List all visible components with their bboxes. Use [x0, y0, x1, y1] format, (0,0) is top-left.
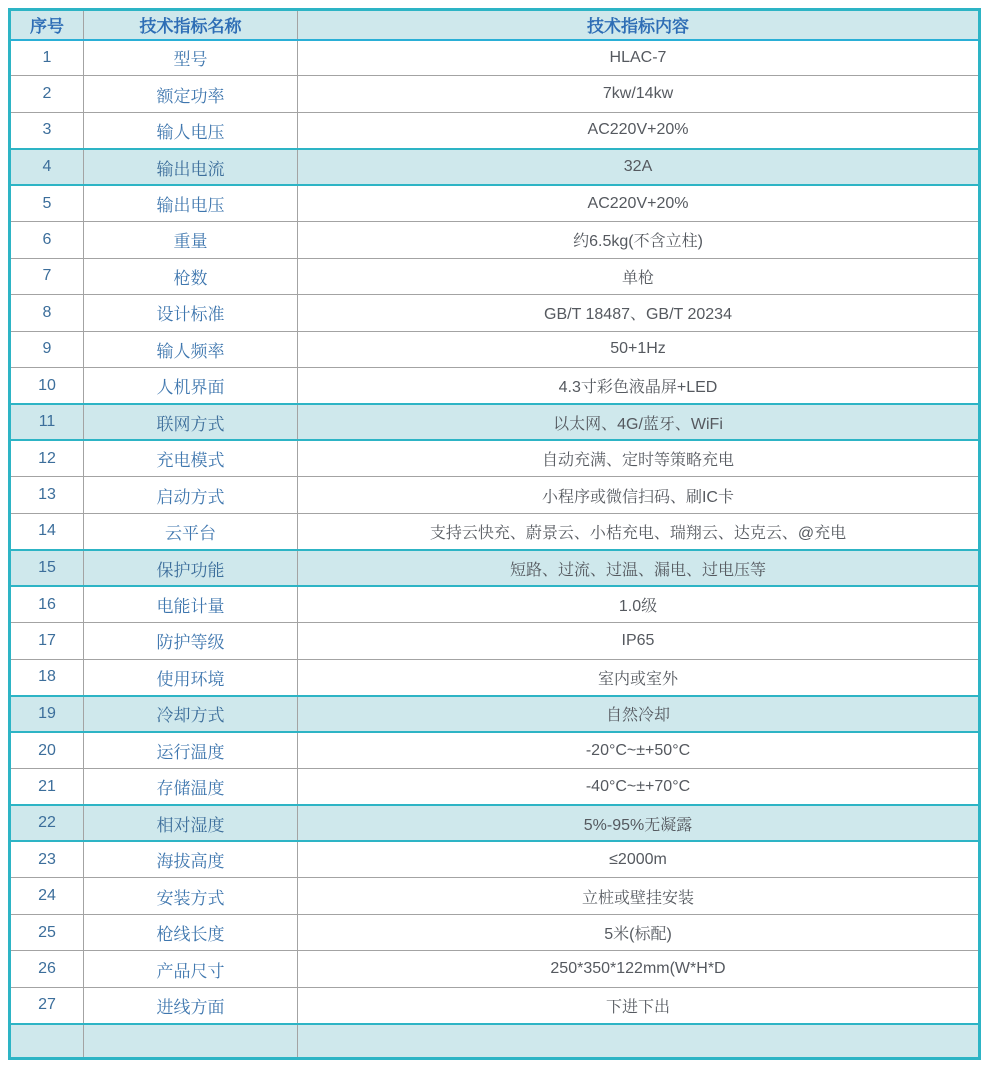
- index-cell: 27: [10, 987, 84, 1023]
- value-cell: HLAC-7: [298, 40, 980, 76]
- header-col-value: 技术指标内容: [298, 10, 980, 40]
- index-cell: 22: [10, 805, 84, 841]
- index-cell: 8: [10, 295, 84, 331]
- index-cell: 25: [10, 914, 84, 950]
- value-cell: 支持云快充、蔚景云、小桔充电、瑞翔云、达克云、@充电: [298, 513, 980, 549]
- empty-row: [10, 1024, 980, 1059]
- value-cell: 立桩或壁挂安装: [298, 878, 980, 914]
- table-row: [10, 331, 980, 367]
- name-cell: 枪线长度: [84, 914, 298, 950]
- name-cell: 额定功率: [84, 76, 298, 112]
- value-cell: 5%-95%无凝露: [298, 805, 980, 841]
- value-cell: 32A: [298, 149, 980, 185]
- table-row: [10, 696, 980, 732]
- value-cell: 5米(标配): [298, 914, 980, 950]
- name-cell: 输人频率: [84, 331, 298, 367]
- name-cell: 存储温度: [84, 769, 298, 805]
- table-row: [10, 368, 980, 404]
- table-row: [10, 841, 980, 877]
- table-row: [10, 769, 980, 805]
- name-cell: 防护等级: [84, 623, 298, 659]
- name-cell: 枪数: [84, 258, 298, 294]
- index-cell: 1: [10, 40, 84, 76]
- table-row: [10, 258, 980, 294]
- value-cell: ≤2000m: [298, 841, 980, 877]
- name-cell: 云平台: [84, 513, 298, 549]
- index-cell: [10, 1024, 84, 1059]
- table-row: [10, 732, 980, 768]
- name-cell: 输人电压: [84, 112, 298, 148]
- index-cell: 11: [10, 404, 84, 440]
- name-cell: 产品尺寸: [84, 951, 298, 987]
- table-row: [10, 40, 980, 76]
- table-row: [10, 951, 980, 987]
- index-cell: 6: [10, 222, 84, 258]
- name-cell: 设计标准: [84, 295, 298, 331]
- index-cell: 12: [10, 440, 84, 476]
- index-cell: 10: [10, 368, 84, 404]
- name-cell: 重量: [84, 222, 298, 258]
- value-cell: [298, 1024, 980, 1059]
- table-row: [10, 805, 980, 841]
- value-cell: AC220V+20%: [298, 112, 980, 148]
- table-row: [10, 112, 980, 148]
- name-cell: 输出电流: [84, 149, 298, 185]
- name-cell: 启动方式: [84, 477, 298, 513]
- index-cell: 20: [10, 732, 84, 768]
- index-cell: 24: [10, 878, 84, 914]
- index-cell: 4: [10, 149, 84, 185]
- value-cell: 50+1Hz: [298, 331, 980, 367]
- name-cell: 联网方式: [84, 404, 298, 440]
- name-cell: 型号: [84, 40, 298, 76]
- table-row: [10, 586, 980, 622]
- value-cell: 自然冷却: [298, 696, 980, 732]
- value-cell: 4.3寸彩色液晶屏+LED: [298, 368, 980, 404]
- name-cell: 充电模式: [84, 440, 298, 476]
- index-cell: 13: [10, 477, 84, 513]
- name-cell: 冷却方式: [84, 696, 298, 732]
- index-cell: 15: [10, 550, 84, 586]
- table-row: [10, 550, 980, 586]
- table-row: [10, 987, 980, 1023]
- table-row: [10, 149, 980, 185]
- index-cell: 19: [10, 696, 84, 732]
- table-row: [10, 623, 980, 659]
- index-cell: 2: [10, 76, 84, 112]
- value-cell: 自动充满、定时等策略充电: [298, 440, 980, 476]
- table-row: [10, 914, 980, 950]
- table-row: [10, 222, 980, 258]
- table-row: [10, 404, 980, 440]
- value-cell: 室内或室外: [298, 659, 980, 695]
- value-cell: AC220V+20%: [298, 185, 980, 221]
- value-cell: 约6.5kg(不含立柱): [298, 222, 980, 258]
- value-cell: 单枪: [298, 258, 980, 294]
- header-row: [10, 10, 980, 40]
- index-cell: 9: [10, 331, 84, 367]
- index-cell: 26: [10, 951, 84, 987]
- value-cell: 小程序或微信扫码、刷IC卡: [298, 477, 980, 513]
- index-cell: 16: [10, 586, 84, 622]
- index-cell: 21: [10, 769, 84, 805]
- value-cell: IP65: [298, 623, 980, 659]
- name-cell: [84, 1024, 298, 1059]
- value-cell: -40°C~±+70°C: [298, 769, 980, 805]
- value-cell: 250*350*122mm(W*H*D: [298, 951, 980, 987]
- index-cell: 18: [10, 659, 84, 695]
- table-body: [10, 40, 980, 1059]
- value-cell: 1.0级: [298, 586, 980, 622]
- name-cell: 进线方面: [84, 987, 298, 1023]
- table-row: [10, 513, 980, 549]
- index-cell: 23: [10, 841, 84, 877]
- name-cell: 安装方式: [84, 878, 298, 914]
- name-cell: 输出电压: [84, 185, 298, 221]
- name-cell: 相对湿度: [84, 805, 298, 841]
- table-row: [10, 440, 980, 476]
- name-cell: 人机界面: [84, 368, 298, 404]
- value-cell: 短路、过流、过温、漏电、过电压等: [298, 550, 980, 586]
- table-row: [10, 477, 980, 513]
- value-cell: 7kw/14kw: [298, 76, 980, 112]
- value-cell: -20°C~±+50°C: [298, 732, 980, 768]
- value-cell: 下进下出: [298, 987, 980, 1023]
- index-cell: 7: [10, 258, 84, 294]
- index-cell: 17: [10, 623, 84, 659]
- table-row: [10, 185, 980, 221]
- index-cell: 14: [10, 513, 84, 549]
- table-row: [10, 659, 980, 695]
- spec-table: [8, 8, 981, 1060]
- header-col-name: 技术指标名称: [84, 10, 298, 40]
- name-cell: 使用环境: [84, 659, 298, 695]
- name-cell: 海拔高度: [84, 841, 298, 877]
- value-cell: 以太网、4G/蓝牙、WiFi: [298, 404, 980, 440]
- index-cell: 3: [10, 112, 84, 148]
- value-cell: GB/T 18487、GB/T 20234: [298, 295, 980, 331]
- name-cell: 运行温度: [84, 732, 298, 768]
- table-row: [10, 878, 980, 914]
- index-cell: 5: [10, 185, 84, 221]
- name-cell: 保护功能: [84, 550, 298, 586]
- header-col-index: 序号: [10, 10, 84, 40]
- name-cell: 电能计量: [84, 586, 298, 622]
- table-row: [10, 76, 980, 112]
- table-row: [10, 295, 980, 331]
